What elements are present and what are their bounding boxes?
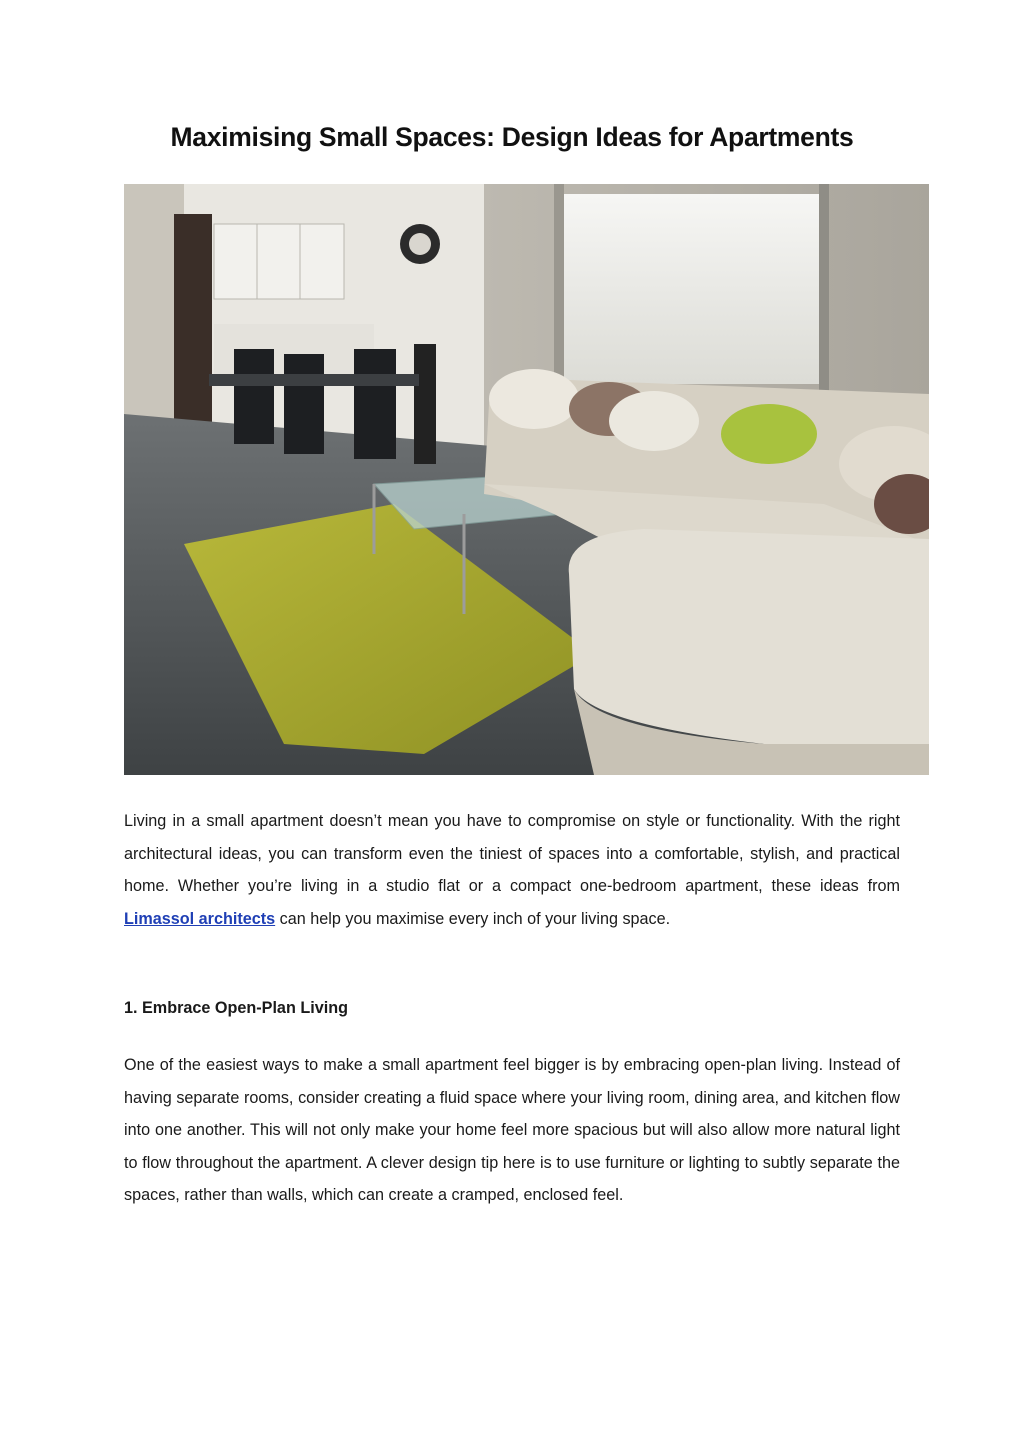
intro-paragraph: [124, 805, 900, 935]
intro-text-before-link: Living in a small apartment doesn’t mean you have to compromise on style or functionality. With the right architectural ideas, you can transform even the tiniest of spaces into a comfortable, stylish, and practical home. Whether you’re living in a studio flat or a compact one-bedroom apartment, these ideas from: [124, 812, 900, 896]
living-room-photo: [124, 184, 929, 775]
hero-image: [124, 184, 929, 775]
section-heading: 1. Embrace Open-Plan Living: [124, 999, 348, 1017]
intro-text-after-link: can help you maximise every inch of your living space.: [275, 909, 671, 928]
section-body: One of the easiest ways to make a small apartment feel bigger is by embracing open-plan living. Instead of having separate rooms, consider creating a fluid space where your living room, dining area, and kitchen flow into one another. This will not only make your home feel more spacious but will also allow more natural light to flow throughout the apartment. A clever design tip here is to use furniture or lighting to subtly separate the spaces, rather than walls, which can create a cramped, enclosed feel.: [124, 1056, 900, 1205]
page-title: Maximising Small Spaces: Design Ideas for Apartments: [170, 122, 854, 152]
limassol-architects-link[interactable]: Limassol architects: [124, 909, 276, 928]
